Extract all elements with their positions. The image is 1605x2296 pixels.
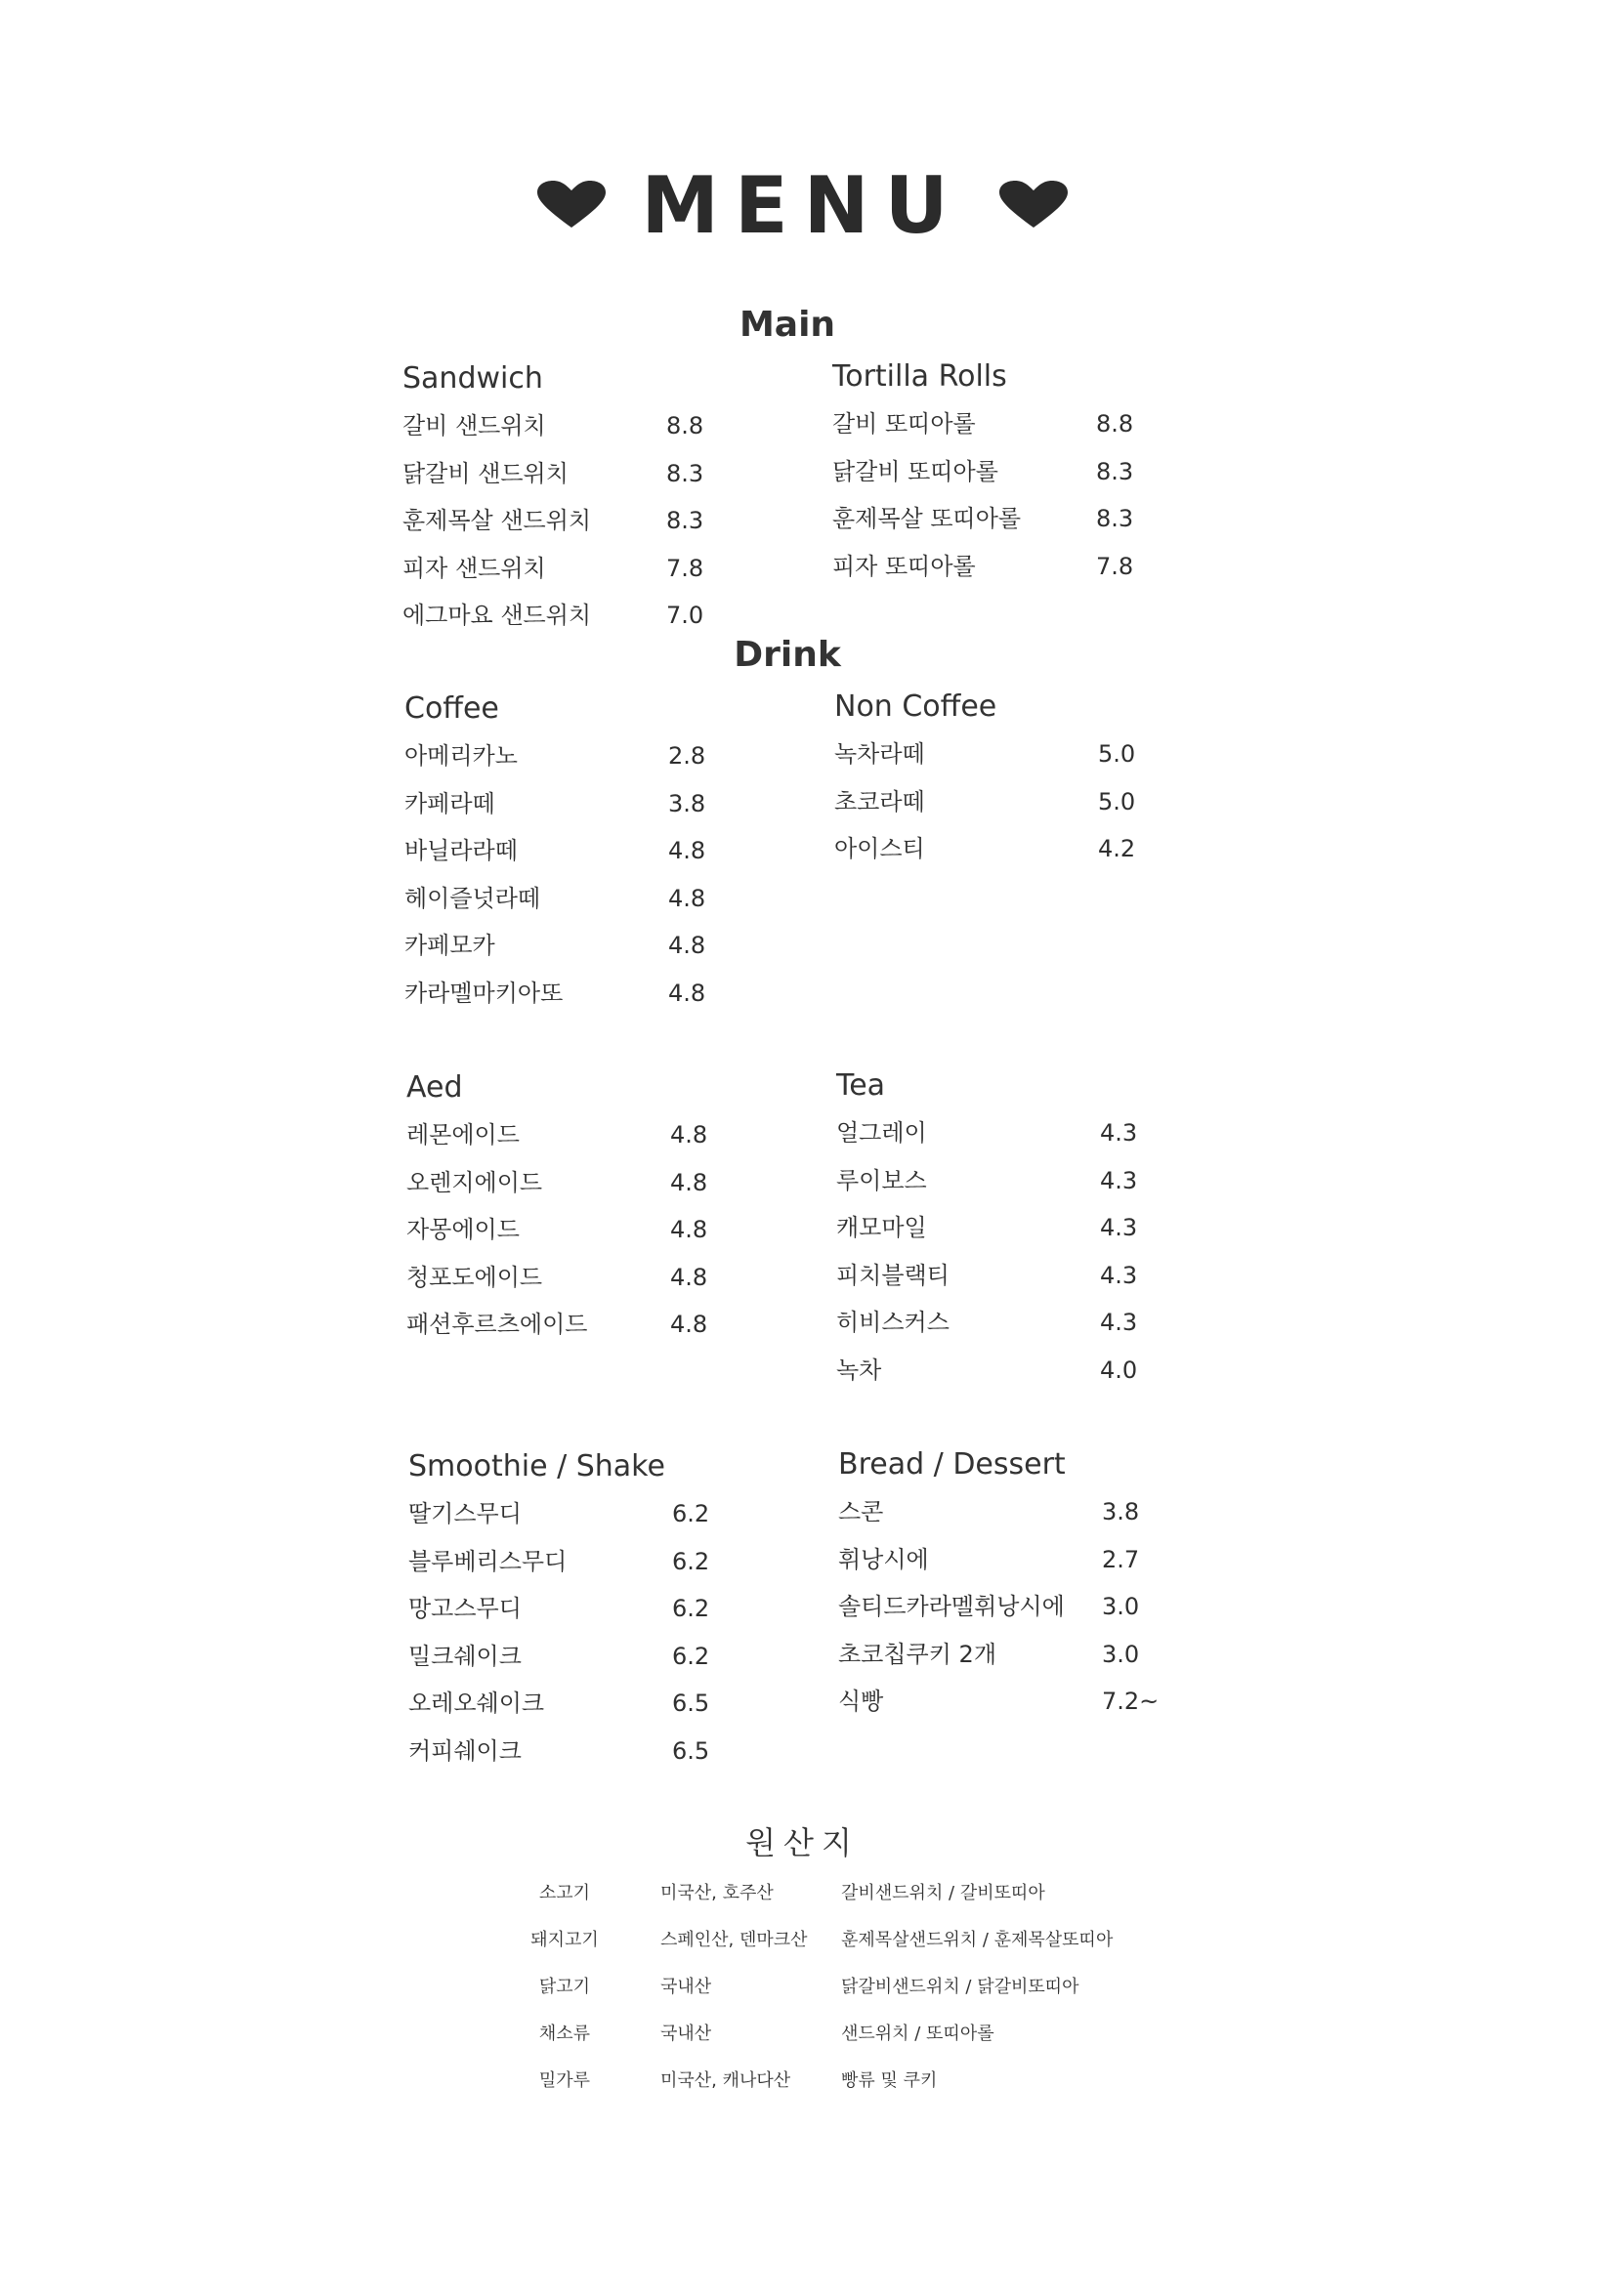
list-item: 초코라떼 5.0 bbox=[834, 787, 1136, 815]
list-item: 솔티드카라멜휘낭시에 3.0 bbox=[838, 1593, 1140, 1620]
section-heading-drink: Drink bbox=[734, 635, 841, 675]
tea-block bbox=[836, 1063, 1159, 1394]
list-item: 히비스커스 4.3 bbox=[836, 1309, 1138, 1336]
noncoffee-block bbox=[834, 684, 1157, 873]
origin-used-in: 빵류 및 쿠키 bbox=[841, 2070, 938, 2091]
list-item: 밀크쉐이크 6.2 bbox=[408, 1642, 710, 1670]
origin-item: 닭고기 bbox=[538, 1977, 591, 1997]
origin-country: 미국산, 호주산 bbox=[660, 1883, 774, 1903]
list-item: 식빵 7.2~ bbox=[838, 1688, 1160, 1715]
block-title: Non Coffee bbox=[834, 689, 997, 724]
list-item: 갈비 또띠아롤 8.8 bbox=[832, 410, 1134, 438]
list-item: 닭갈비 샌드위치 8.3 bbox=[402, 459, 704, 487]
origin-country: 국내산 bbox=[660, 2024, 712, 2044]
block-title: Coffee bbox=[404, 691, 499, 726]
smoothie-block bbox=[408, 1443, 731, 1774]
item-list bbox=[832, 400, 1155, 590]
table-row bbox=[469, 1870, 1114, 1917]
aed-block bbox=[406, 1065, 729, 1349]
origin-table bbox=[469, 1870, 1114, 2105]
list-item: 오레오쉐이크 6.5 bbox=[408, 1690, 710, 1717]
block-title: Sandwich bbox=[402, 361, 543, 396]
origin-item: 소고기 bbox=[538, 1883, 591, 1903]
table-row bbox=[469, 2011, 1114, 2058]
item-list bbox=[404, 732, 727, 1017]
list-item: 훈제목살 샌드위치 8.3 bbox=[402, 507, 704, 534]
origin-item: 채소류 bbox=[538, 2024, 591, 2044]
table-row bbox=[469, 2058, 1114, 2105]
sandwich-block bbox=[402, 355, 725, 640]
list-item: 초코칩쿠키 2개 3.0 bbox=[838, 1640, 1140, 1668]
origin-country: 국내산 bbox=[660, 1977, 712, 1997]
origin-item: 밀가루 bbox=[538, 2070, 591, 2091]
item-list bbox=[834, 731, 1157, 873]
origin-heading: 원산지 bbox=[745, 1824, 860, 1861]
origin-country: 스페인산, 덴마크산 bbox=[660, 1930, 808, 1950]
list-item: 에그마요 샌드위치 7.0 bbox=[402, 602, 704, 629]
origin-item: 돼지고기 bbox=[530, 1930, 599, 1950]
block-title: Tea bbox=[836, 1068, 886, 1103]
item-list bbox=[408, 1490, 731, 1774]
origin-used-in: 갈비샌드위치 / 갈비또띠아 bbox=[841, 1883, 1045, 1903]
title-row bbox=[0, 156, 1605, 254]
list-item: 피자 샌드위치 7.8 bbox=[402, 554, 704, 582]
list-item: 카페라떼 3.8 bbox=[404, 789, 706, 817]
origin-used-in: 닭갈비샌드위치 / 닭갈비또띠아 bbox=[841, 1977, 1079, 1997]
list-item: 아이스티 4.2 bbox=[834, 835, 1136, 862]
list-item: 블루베리스무디 6.2 bbox=[408, 1547, 710, 1575]
list-item: 오렌지에이드 4.8 bbox=[406, 1168, 708, 1196]
origin-used-in: 훈제목살샌드위치 / 훈제목살또띠아 bbox=[841, 1930, 1114, 1950]
block-title: Smoothie / Shake bbox=[408, 1449, 665, 1483]
tortilla-block bbox=[832, 354, 1155, 590]
bread-block bbox=[838, 1441, 1161, 1726]
list-item: 녹차 4.0 bbox=[836, 1356, 1138, 1384]
menu-title: MENU bbox=[641, 159, 964, 251]
list-item: 얼그레이 4.3 bbox=[836, 1119, 1138, 1147]
list-item: 녹차라떼 5.0 bbox=[834, 740, 1136, 768]
list-item: 헤이즐넛라떼 4.8 bbox=[404, 884, 706, 912]
item-list bbox=[406, 1111, 729, 1349]
list-item: 캐모마일 4.3 bbox=[836, 1214, 1138, 1241]
list-item: 자몽에이드 4.8 bbox=[406, 1216, 708, 1243]
list-item: 피치블랙티 4.3 bbox=[836, 1261, 1138, 1289]
list-item: 휘낭시에 2.7 bbox=[838, 1545, 1140, 1573]
block-title: Aed bbox=[406, 1070, 463, 1105]
coffee-block bbox=[404, 686, 727, 1017]
table-row bbox=[469, 1964, 1114, 2011]
item-list bbox=[402, 402, 725, 640]
list-item: 커피쉐이크 6.5 bbox=[408, 1736, 710, 1765]
heart-icon bbox=[537, 181, 606, 230]
list-item: 루이보스 4.3 bbox=[836, 1166, 1138, 1194]
origin-used-in: 샌드위치 / 또띠아롤 bbox=[841, 2024, 994, 2044]
list-item: 카라멜마키아또 4.8 bbox=[404, 979, 706, 1007]
list-item: 훈제목살 또띠아롤 8.3 bbox=[832, 505, 1134, 532]
block-title: Bread / Dessert bbox=[838, 1447, 1066, 1482]
list-item: 바닐라라떼 4.8 bbox=[404, 837, 706, 864]
list-item: 청포도에이드 4.8 bbox=[406, 1263, 708, 1291]
list-item: 딸기스무디 6.2 bbox=[408, 1500, 710, 1527]
block-title: Tortilla Rolls bbox=[832, 359, 1007, 394]
list-item: 레몬에이드 4.8 bbox=[406, 1121, 708, 1148]
section-heading-main: Main bbox=[739, 305, 836, 345]
item-list bbox=[836, 1109, 1159, 1394]
list-item: 갈비 샌드위치 8.8 bbox=[402, 412, 704, 439]
list-item: 아메리카노 2.8 bbox=[404, 742, 706, 770]
item-list bbox=[838, 1488, 1161, 1726]
list-item: 망고스무디 6.2 bbox=[408, 1595, 710, 1622]
list-item: 패션후르츠에이드 4.8 bbox=[406, 1311, 708, 1338]
list-item: 피자 또띠아롤 7.8 bbox=[832, 552, 1134, 580]
list-item: 스콘 3.8 bbox=[838, 1498, 1140, 1525]
list-item: 닭갈비 또띠아롤 8.3 bbox=[832, 457, 1134, 485]
table-row bbox=[469, 1917, 1114, 1964]
list-item: 카페모카 4.8 bbox=[404, 932, 706, 959]
origin-country: 미국산, 캐나다산 bbox=[660, 2070, 791, 2091]
heart-icon bbox=[999, 181, 1068, 230]
